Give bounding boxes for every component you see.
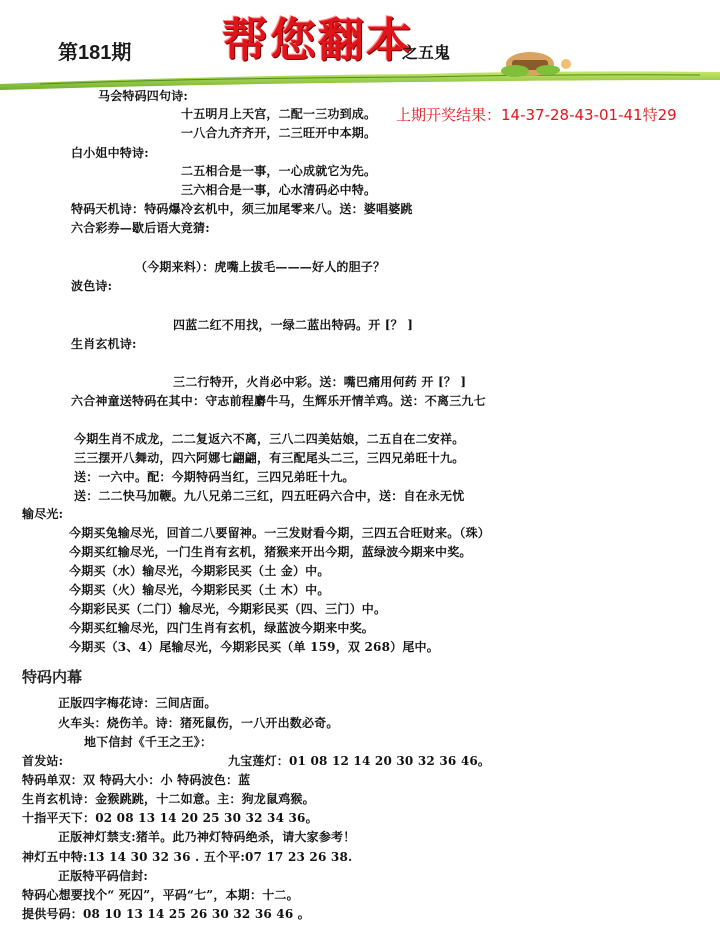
period-line: 送：一六中。配：今期特码当红，三四兄弟旺十九。 [74, 470, 355, 484]
xiangyao-line: 特码心想要找个“ 死囚”，平码“七”，本期：十二。 [22, 888, 299, 902]
poem4-title: 马会特码四句诗: [98, 89, 189, 103]
section-heading: 特码内幕 [22, 668, 83, 686]
huoche-line: 火车头：烧伤羊。诗：猪死鼠伤，一八开出数必奇。 [58, 716, 339, 730]
riddle-line: （今期来料）：虎嘴上拔毛———好人的胆子？ [135, 260, 386, 274]
shuyin-item: 今期买红输尽光，四门生肖有玄机，绿蓝波今期来中奖。 [69, 621, 375, 635]
liuhe-title: 六合彩券—歇后语大竞猜: [71, 221, 210, 235]
brand-title: 帮您翻本 [222, 13, 414, 67]
bai-line: 二五相合是一事，一心成就它为先。 [181, 164, 377, 178]
bose-title: 波色诗: [71, 279, 113, 293]
shengxiao-line: 三二行特开，火肖必中彩。送：嘴巴痛用何药 开 [？ ] [173, 375, 467, 389]
shuyin-title: 输尽光: [22, 507, 64, 521]
jiubao-line: 九宝莲灯：01 08 12 14 20 30 32 36 46。 [228, 754, 491, 768]
tigong-line: 提供号码：08 10 13 14 25 26 30 32 36 46 。 [22, 907, 310, 921]
shizhi-line: 十指平天下：02 08 13 14 20 25 30 32 34 36。 [22, 811, 318, 825]
shuyin-item: 今期买红输尽光，一门生肖有玄机，猪猴来开出今期，蓝绿波今期来中奖。 [69, 545, 472, 559]
bai-title: 白小姐中特诗: [71, 146, 149, 160]
shuyin-item: 今期买（3、4）尾输尽光，今期彩民买（单 159，双 268）尾中。 [69, 640, 439, 654]
issue-number: 第181期 [58, 42, 132, 64]
period-line: 送：二二快马加鞭。九八兄弟二三红，四五旺码六合中，送：自在永无忧 [74, 489, 465, 503]
period-line: 今期生肖不成龙，二二复返六不离，三八二四美姑娘，二五自在二安祥。 [74, 432, 465, 446]
grass-banner-image [0, 50, 720, 92]
poem4-line: 十五明月上天宫，二配一三功到成。 [181, 107, 377, 121]
shendeng-line: 正版神灯禁支:猪羊。此乃神灯特码绝杀，请大家参考！ [58, 830, 356, 844]
danshuang-line: 特码单双：双 特码大小：小 特码波色：蓝 [22, 773, 251, 787]
shentong-line: 六合神童送特码在其中：守志前程麝牛马，生辉乐开情羊鸡。送：不离三九七 [71, 394, 486, 408]
meihua-line: 正版四字梅花诗：三间店面。 [58, 696, 217, 710]
bose-line: 四蓝二红不用找，一绿二蓝出特码。开 [？ ] [173, 318, 414, 332]
xinfeng-line: 地下信封《千王之王》： [84, 735, 213, 749]
shengxiao-ji-line: 生肖玄机诗：金猴跳跳，十二如意。主：狗龙鼠鸡猴。 [22, 792, 315, 806]
bai-line: 三六相合是一事，心水清码必中特。 [181, 183, 377, 197]
shoufa-label: 首发站: [22, 754, 64, 768]
pingma-line: 正版特平码信封: [58, 869, 149, 883]
shuyin-item: 今期买（水）输尽光，今期彩民买（土 金）中。 [69, 564, 330, 578]
shuyin-item: 今期买兔输尽光，回首二八要留神。一三发财看今期，三四五合旺财来。（珠） [69, 526, 491, 540]
poem4-line: 一八合九齐齐开，二三旺开中本期。 [181, 126, 377, 140]
period-line: 三三摆开八舞动，四六阿娜七翩翩，有三配尾头二三，三四兄弟旺十九。 [74, 451, 465, 465]
tianji-line: 特码天机诗：特码爆冷玄机中，须三加尾零来八。送：婆唱婆跳 [71, 202, 413, 216]
wuzhong-line: 神灯五中特:13 14 30 32 36 . 五个平:07 17 23 26 38. [22, 850, 353, 864]
brand-subtitle: 之五鬼 [402, 43, 451, 62]
shengxiao-title: 生肖玄机诗: [71, 337, 137, 351]
shuyin-item: 今期彩民买（二门）输尽光，今期彩民买（四、三门）中。 [69, 602, 387, 616]
shuyin-item: 今期买（火）输尽光，今期彩民买（土 木）中。 [69, 583, 330, 597]
last-draw-result: 上期开奖结果：14-37-28-43-01-41特29 [396, 106, 677, 124]
